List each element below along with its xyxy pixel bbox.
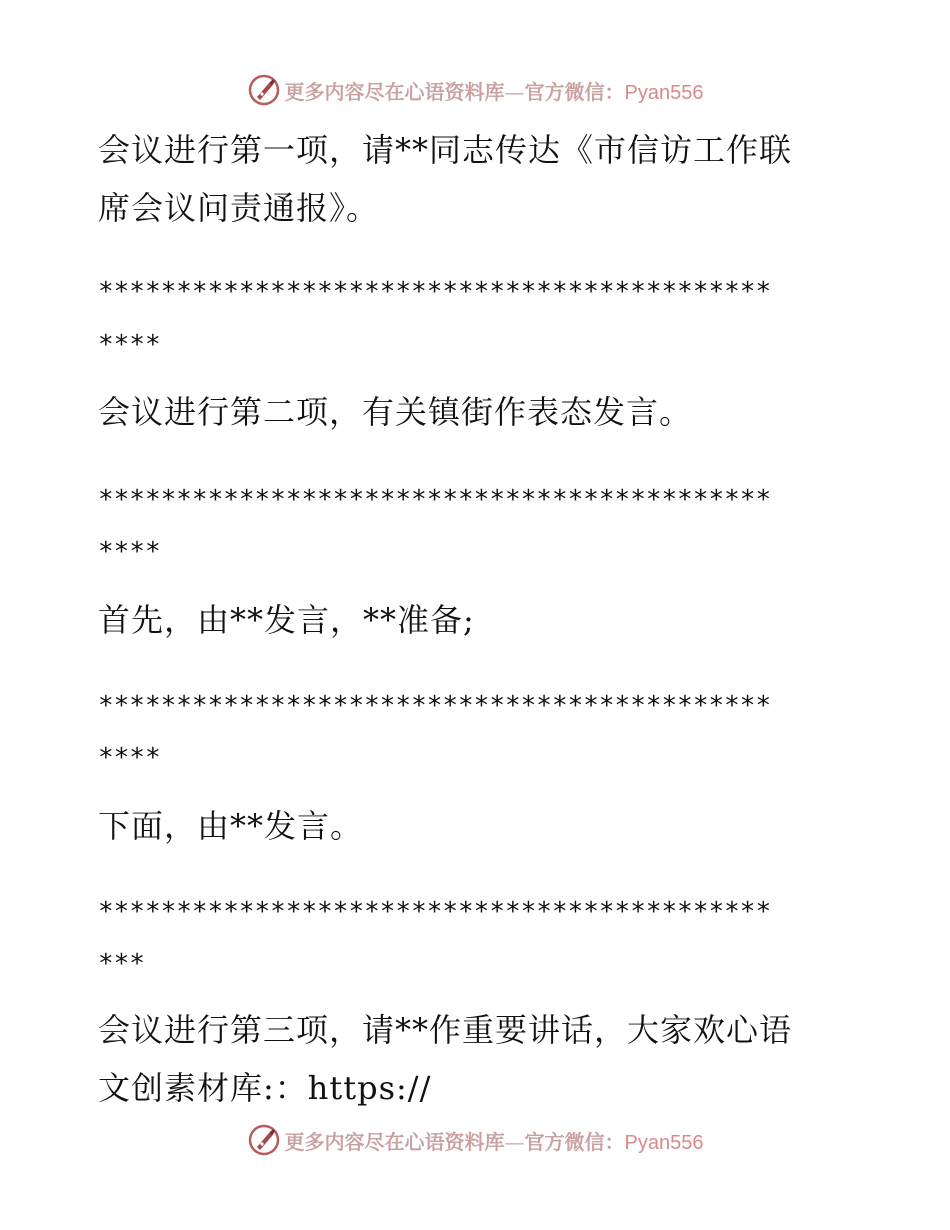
separator-line: *******************************************	[98, 485, 772, 515]
text-line: 文创素材库:：https://	[98, 1069, 432, 1107]
text-line: 首先，由**发言，**准备;	[98, 601, 475, 639]
watermark-text: 更多内容尽在心语资料库—官方微信：Pyan556	[284, 1129, 704, 1154]
separator-line: ***	[98, 949, 145, 979]
separator-line: *******************************************	[98, 897, 772, 927]
text-line: 席会议问责通报》。	[98, 189, 380, 227]
footer-watermark	[0, 1120, 950, 1160]
text-line: 会议进行第一项，请**同志传达《市信访工作联	[98, 131, 793, 169]
pen-nib-logo-icon	[247, 1123, 281, 1157]
text-line: 下面，由**发言。	[98, 807, 364, 845]
watermark-text: 更多内容尽在心语资料库—官方微信：Pyan556	[284, 79, 704, 104]
header-watermark	[0, 70, 950, 110]
separator-line: ****	[98, 743, 161, 773]
pen-nib-logo-icon	[247, 73, 281, 107]
separator-line: ****	[98, 330, 161, 360]
text-line: 会议进行第二项，有关镇街作表态发言。	[98, 393, 693, 431]
text-line: 会议进行第三项，请**作重要讲话，大家欢心语	[98, 1011, 793, 1049]
separator-line: *******************************************	[98, 277, 772, 307]
separator-line: *******************************************	[98, 691, 772, 721]
separator-line: ****	[98, 537, 161, 567]
